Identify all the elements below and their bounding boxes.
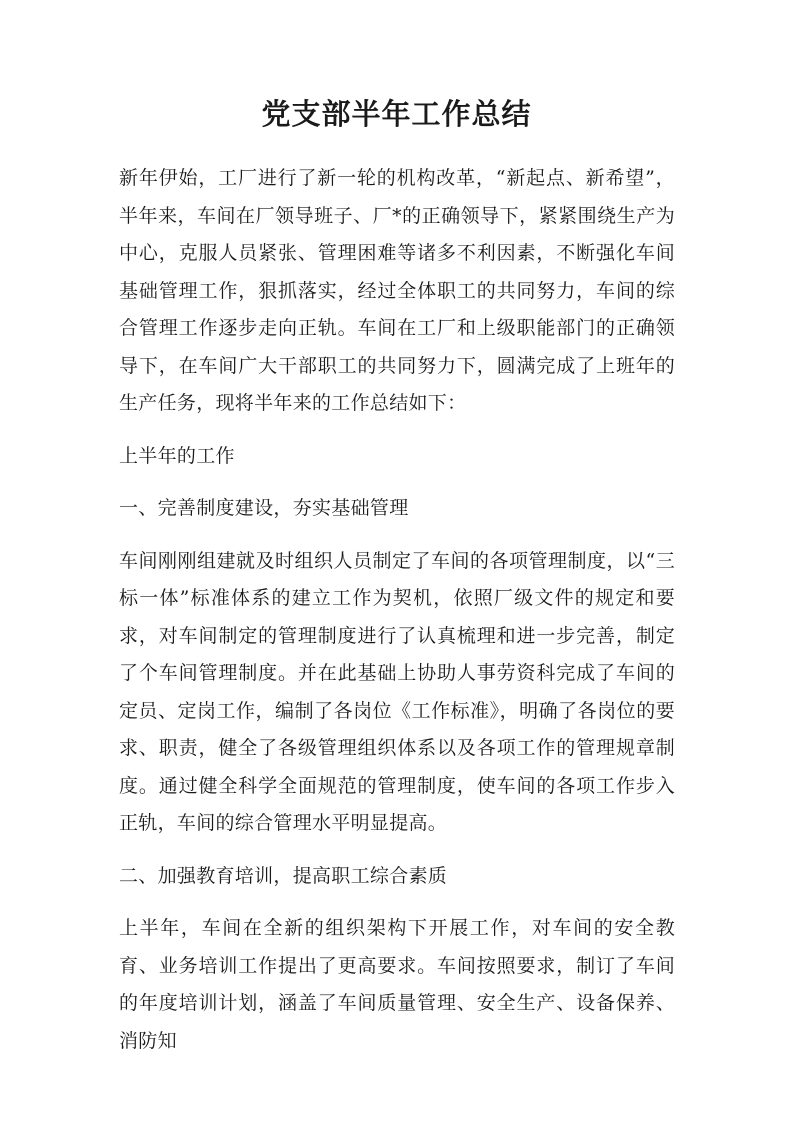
document-body xyxy=(119,160,675,1075)
section-title: 上半年的工作 xyxy=(119,444,235,467)
intro-paragraph: 新年伊始，工厂进行了新一轮的机构改革，“新起点、新希望”，半年来，车间在厂领导班子、厂*的正确领导下，紧紧围绕生产为中心，克服人员紧张、管理困难等诸多不利因素，不断强化车间基础管理工作，狠抓落实，经过全体职工的共同努力，车间的综合管理工作逐步走向正轨。车间在工厂和上级职能部门的正确领导下，在车间广大干部职工的共同努力下，圆满完成了上班年的生产任务，现将半年来的工作总结如下： xyxy=(119,167,675,414)
heading-1: 一、完善制度建设，夯实基础管理 xyxy=(119,497,409,519)
paragraph-2: 上半年，车间在全新的组织架构下开展工作，对车间的安全教育、业务培训工作提出了更高要求。车间按照要求，制订了车间的年度培训计划，涵盖了车间质量管理、安全生产、设备保养、消防知 xyxy=(119,917,675,1052)
paragraph-1: 车间刚刚组建就及时组织人员制定了车间的各项管理制度，以“三标一体”标准体系的建立工作为契机，依照厂级文件的规定和要求，对车间制定的管理制度进行了认真梳理和进一步完善，制定了个车间管理制度。并在此基础上协助人事劳资科完成了车间的定员、定岗工作，编制了各岗位《工作标准》，明确了各岗位的要求、职责，健全了各级管理组织体系以及各项工作的管理规章制度。通过健全科学全面规范的管理制度，使车间的各项工作步入正轨，车间的综合管理水平明显提高。 xyxy=(119,549,675,834)
heading-2: 二、加强教育培训，提高职工综合素质 xyxy=(119,864,448,887)
document-title: 党支部半年工作总结 xyxy=(261,97,532,131)
